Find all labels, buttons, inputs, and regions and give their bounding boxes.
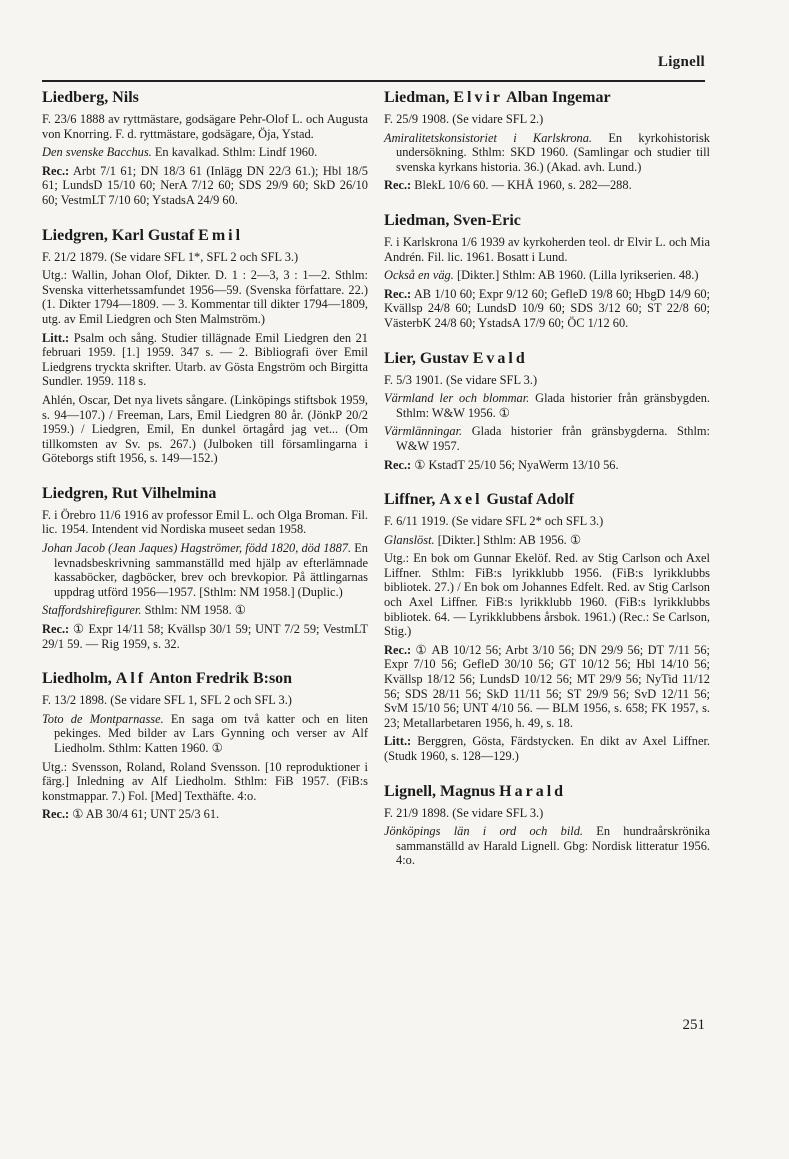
entry-text: En kavalkad. Sthlm: Lindf 1960.: [151, 145, 318, 160]
entry-paragraph: [42, 393, 368, 466]
entry-paragraph: [42, 622, 368, 651]
entry-name-part: Evald: [472, 349, 528, 367]
entry-name-part: Liedholm,: [42, 670, 116, 688]
entry-paragraph: [42, 164, 368, 208]
entry-text: [Dikter.] Sthlm: AB 1956. ①: [434, 532, 581, 547]
entry-text: En saga om två katter och en liten pekinges. Med bilder av Lars Gynning och verser av Alf Liedholm. Sthlm: Katten 1960. ①: [54, 711, 368, 755]
work-title: Den svenske Bacchus.: [42, 145, 152, 160]
entry-paragraph: [384, 806, 710, 821]
entry: [384, 211, 710, 331]
entry-paragraph: [384, 178, 710, 193]
entry-label: Rec.:: [384, 457, 412, 472]
entry-paragraph: [384, 235, 710, 264]
entry-text: En levnadsbeskrivning sammanställd med hjälp av efterlämnade kassaböcker, dagböcker, brev och brevkopior. På ättlingarnas uppdrag utförd 1956—1957. [Sthlm: NM 1958.] (Duplic.): [54, 541, 368, 599]
entry-text: Glada historier från gränsbygden. Sthlm: W&W 1956. ①: [396, 391, 710, 420]
entry-text: Sthlm: NM 1958. ①: [141, 603, 246, 618]
entry-name: [42, 484, 368, 504]
entry-paragraph: [384, 424, 710, 453]
entry-label: Rec.:: [42, 163, 70, 178]
entry-name-part: Lier, Gustav: [384, 349, 473, 367]
entry-paragraph: [42, 693, 368, 708]
entry-paragraph: [42, 112, 368, 141]
entry-paragraph: [384, 131, 710, 175]
entry-label: Litt.:: [42, 330, 70, 345]
entry-text: F. 21/2 1879. (Se vidare SFL 1*, SFL 2 och SFL 3.): [42, 249, 299, 264]
entry-paragraph: [42, 712, 368, 756]
entry-paragraph: [42, 145, 368, 160]
entry-text: En kyrkohistorisk undersökning. Sthlm: SKD 1960. (Samlingar och studier till svenska kyrkans historia. 36.) (Akad. avh. Lund.): [396, 130, 710, 174]
entry-text: F. i Örebro 11/6 1916 av professor Emil L. och Olga Broman. Fil. lic. 1954. Intendent vid Nordiska museet sedan 1958.: [42, 507, 368, 537]
entry-text: F. 21/9 1898. (Se vidare SFL 3.): [384, 805, 544, 820]
entry: [384, 88, 710, 193]
entry-text: Utg.: En bok om Gunnar Ekelöf. Red. av Stig Carlson och Axel Liffner. Sthlm: FiB:s lyrikklubb 1956. (FiB:s lyrikklubbs bibliotek. 27.) / En bok om Johannes Edfelt. Red. av Stig Carlson och Axel Liffner. FiB:s lyrikklubb 1960. (FiB:s lyrikklubbs bibliotek. 64. — Lyrikklubbens årsbok. 1961.) (Rec.: Se Carlson, Stig.): [384, 551, 710, 639]
entry-paragraph: [384, 533, 710, 548]
entry-paragraph: [384, 734, 710, 763]
entry-text: Psalm och sång. Studier tillägnade Emil Liedgren den 21 februari 1959. [1.] 1959. 347 s. — 2. Bibliografi över Emil Liedgrens tryckta skrifter. Utarb. av Gösta Engström och Birgitta Sundler. 1959. 118 s.: [42, 330, 368, 389]
entry: [42, 669, 368, 822]
entry-label: Rec.:: [384, 642, 412, 657]
entry-paragraph: [42, 603, 368, 618]
entry-text: ① KstadT 25/10 56; NyaWerm 13/10 56.: [411, 457, 619, 472]
work-title: Amiralitetskonsistoriet i Karlskrona.: [384, 130, 593, 145]
work-title: Glanslöst.: [384, 532, 435, 547]
left-column: [42, 88, 368, 840]
work-title: Toto de Montparnasse.: [42, 711, 164, 726]
entry-label: Rec.:: [384, 286, 412, 301]
entry-text: ① Expr 14/11 58; Kvällsp 30/1 59; UNT 7/2 59; VestmLT 29/1 59. — Rig 1959, s. 32.: [42, 622, 368, 651]
entry-label: Rec.:: [42, 807, 70, 822]
entry-text: ① AB 10/12 56; Arbt 3/10 56; DN 29/9 56; DT 7/11 56; Expr 7/10 56; GefleD 30/10 56; GT 10/12 56; Hbl 14/10 56; Kvällsp 18/12 56; LundsD 10/12 56; MT 29/9 56; NyTid 11/12 56; SDS 28/11 56; SkD 11/11 56; ST 29/9 56; SvD 12/11 56; SvM 15/10 56; UNT 4/10 56. — BLM 1956, s. 658; FK 1957, s. 23; Metallarbetaren 1956, h. 49, s. 18.: [384, 642, 710, 730]
entry-text: Arbt 7/1 61; DN 18/3 61 (Inlägg DN 22/3 61.); Hbl 18/5 61; LundsD 15/10 60; NerA 7/12 60; SDS 29/9 60; SkD 26/10 60; VestmLT 7/10 60; YstadsA 24/9 60.: [42, 163, 368, 207]
entry-text: Berggren, Gösta, Färdstycken. En dikt av Axel Liffner. (Studk 1960, s. 128—129.): [384, 734, 710, 763]
running-head: Lignell: [657, 54, 705, 70]
entry-name: [384, 490, 710, 510]
entry-text: F. 23/6 1888 av ryttmästare, godsägare Pehr-Olof L. och Augusta von Knorring. F. d. ryttmästare, godsägare, Öja, Ystad.: [42, 112, 368, 141]
entry-text: [Dikter.] Sthlm: AB 1960. (Lilla lyrikserien. 48.): [453, 268, 699, 283]
entry-text: Glada historier från gränsbygderna. Sthlm: W&W 1957.: [396, 424, 710, 453]
entry-name: [42, 226, 368, 246]
entry-name-part: Alban Ingemar: [503, 89, 611, 106]
entry-paragraph: [42, 541, 368, 599]
entry-name-part: Gustaf Adolf: [482, 491, 575, 509]
work-title: Värmland ler och blommar.: [384, 391, 530, 406]
work-title: Johan Jacob (Jean Jaques) Hagströmer, född 1820, död 1887.: [42, 541, 352, 556]
entry: [384, 782, 710, 868]
entry-text: F. 5/3 1901. (Se vidare SFL 3.): [384, 372, 538, 387]
entry-name-part: Liedgren, Karl Gustaf: [42, 226, 199, 244]
entry-name-part: Alf: [115, 670, 147, 688]
entry-paragraph: [384, 551, 710, 639]
entry-name: [384, 88, 710, 108]
entry-name-part: Liedman,: [384, 89, 454, 106]
entry-paragraph: [42, 807, 368, 822]
entry-text: Ahlén, Oscar, Det nya livets sångare. (Linköpings stiftsbok 1959, s. 94—107.) / Freeman, Lars, Emil Liedgren 80 år. (JönkP 20/2 1959.) / Liedgren, Emil, En dunkel örtagård jag vet... (Om tillkomsten av Sv. ps. 267.) (Julboken till församlingarna i Göteborgs stift 1956, s. 149—152.): [42, 392, 368, 466]
entry: [384, 349, 710, 473]
entry-name-part: Liedberg, Nils: [42, 89, 139, 106]
entry-name: [384, 349, 710, 369]
entry-text: BlekL 10/6 60. — KHÅ 1960, s. 282—288.: [411, 178, 632, 193]
entry-paragraph: [384, 458, 710, 473]
entry-paragraph: [42, 331, 368, 389]
entry: [384, 490, 710, 764]
entry-paragraph: [42, 760, 368, 804]
entry-name: [384, 211, 710, 231]
entry: [42, 226, 368, 466]
entry-name: [42, 88, 368, 108]
work-title: Värmlänningar.: [384, 424, 463, 439]
entry-text: En hundraårskrönika sammanställd av Harald Lignell. Gbg: Nordisk litteratur 1956. 4:o.: [396, 824, 710, 868]
entry-paragraph: [384, 373, 710, 388]
entry-paragraph: [384, 268, 710, 283]
page-number: 251: [682, 1017, 705, 1033]
entry-text: F. 6/11 1919. (Se vidare SFL 2* och SFL 3.): [384, 514, 604, 529]
entry-paragraph: [384, 287, 710, 331]
entry-name-part: Elvir: [453, 89, 504, 106]
entry-text: Utg.: Wallin, Johan Olof, Dikter. D. 1 : 2—3, 3 : 1—2. Sthlm: Svenska vitterhetssamfundet 1956—59. (Svenska författare. 22.) (1. Dikter 1794—1809. — 3. Kommentar till dikter 1794—1809, utg. av Emil Liedgren och Sten Malmström.): [42, 268, 368, 326]
entry-text: AB 1/10 60; Expr 9/12 60; GefleD 19/8 60; HbgD 14/9 60; Kvällsp 24/8 60; LundsD 10/9 60; SDS 3/12 60; ST 22/8 60; VästerbK 24/8 60; YstadsA 17/9 60; ÖC 1/12 60.: [384, 286, 710, 330]
entry-name: [42, 669, 368, 689]
entry-text: ① AB 30/4 61; UNT 25/3 61.: [69, 807, 220, 822]
entry-name-part: Liedgren, Rut Vilhelmina: [42, 484, 217, 502]
right-column: [384, 88, 710, 886]
entry-paragraph: [42, 268, 368, 326]
entry-text: F. 25/9 1908. (Se vidare SFL 2.): [384, 112, 544, 126]
entry-paragraph: [384, 112, 710, 127]
entry-name-part: Emil: [198, 226, 244, 244]
entry-name-part: Anton Fredrik B:son: [146, 670, 293, 688]
entry-paragraph: [384, 824, 710, 868]
entry-name-part: Axel: [439, 491, 483, 509]
entry-name-part: Liedman, Sven-Eric: [384, 211, 521, 229]
entry-label: Rec.:: [384, 178, 412, 193]
entry-paragraph: [384, 514, 710, 529]
entry-name-part: Lignell, Magnus: [384, 782, 500, 800]
entry-name-part: Liffner,: [384, 491, 440, 509]
entry-text: Utg.: Svensson, Roland, Roland Svensson. [10 reproduktioner i färg.] Inledning av Alf Liedholm. Sthlm: FiB 1957. (FiB:s konstmappar. 7.) Fol. [Med] Texthäfte. 4:o.: [42, 759, 368, 803]
entry-name-part: Harald: [499, 782, 567, 800]
page-header: [42, 50, 705, 82]
entry-paragraph: [384, 391, 710, 420]
entry-label: Rec.:: [42, 622, 70, 637]
entry-paragraph: [42, 250, 368, 265]
entry-text: F. i Karlskrona 1/6 1939 av kyrkoherden teol. dr Elvir L. och Mia Andrén. Fil. lic. 1961. Bosatt i Lund.: [384, 234, 710, 264]
work-title: Staffordshirefigurer.: [42, 603, 142, 618]
entry-paragraph: [384, 643, 710, 731]
entry-paragraph: [42, 508, 368, 537]
entry: [42, 484, 368, 651]
work-title: Jönköpings län i ord och bild.: [384, 824, 584, 839]
entry-label: Litt.:: [384, 734, 412, 749]
entry-name: [384, 782, 710, 802]
entry-text: F. 13/2 1898. (Se vidare SFL 1, SFL 2 och SFL 3.): [42, 693, 292, 708]
work-title: Också en väg.: [384, 268, 454, 283]
entry: [42, 88, 368, 208]
